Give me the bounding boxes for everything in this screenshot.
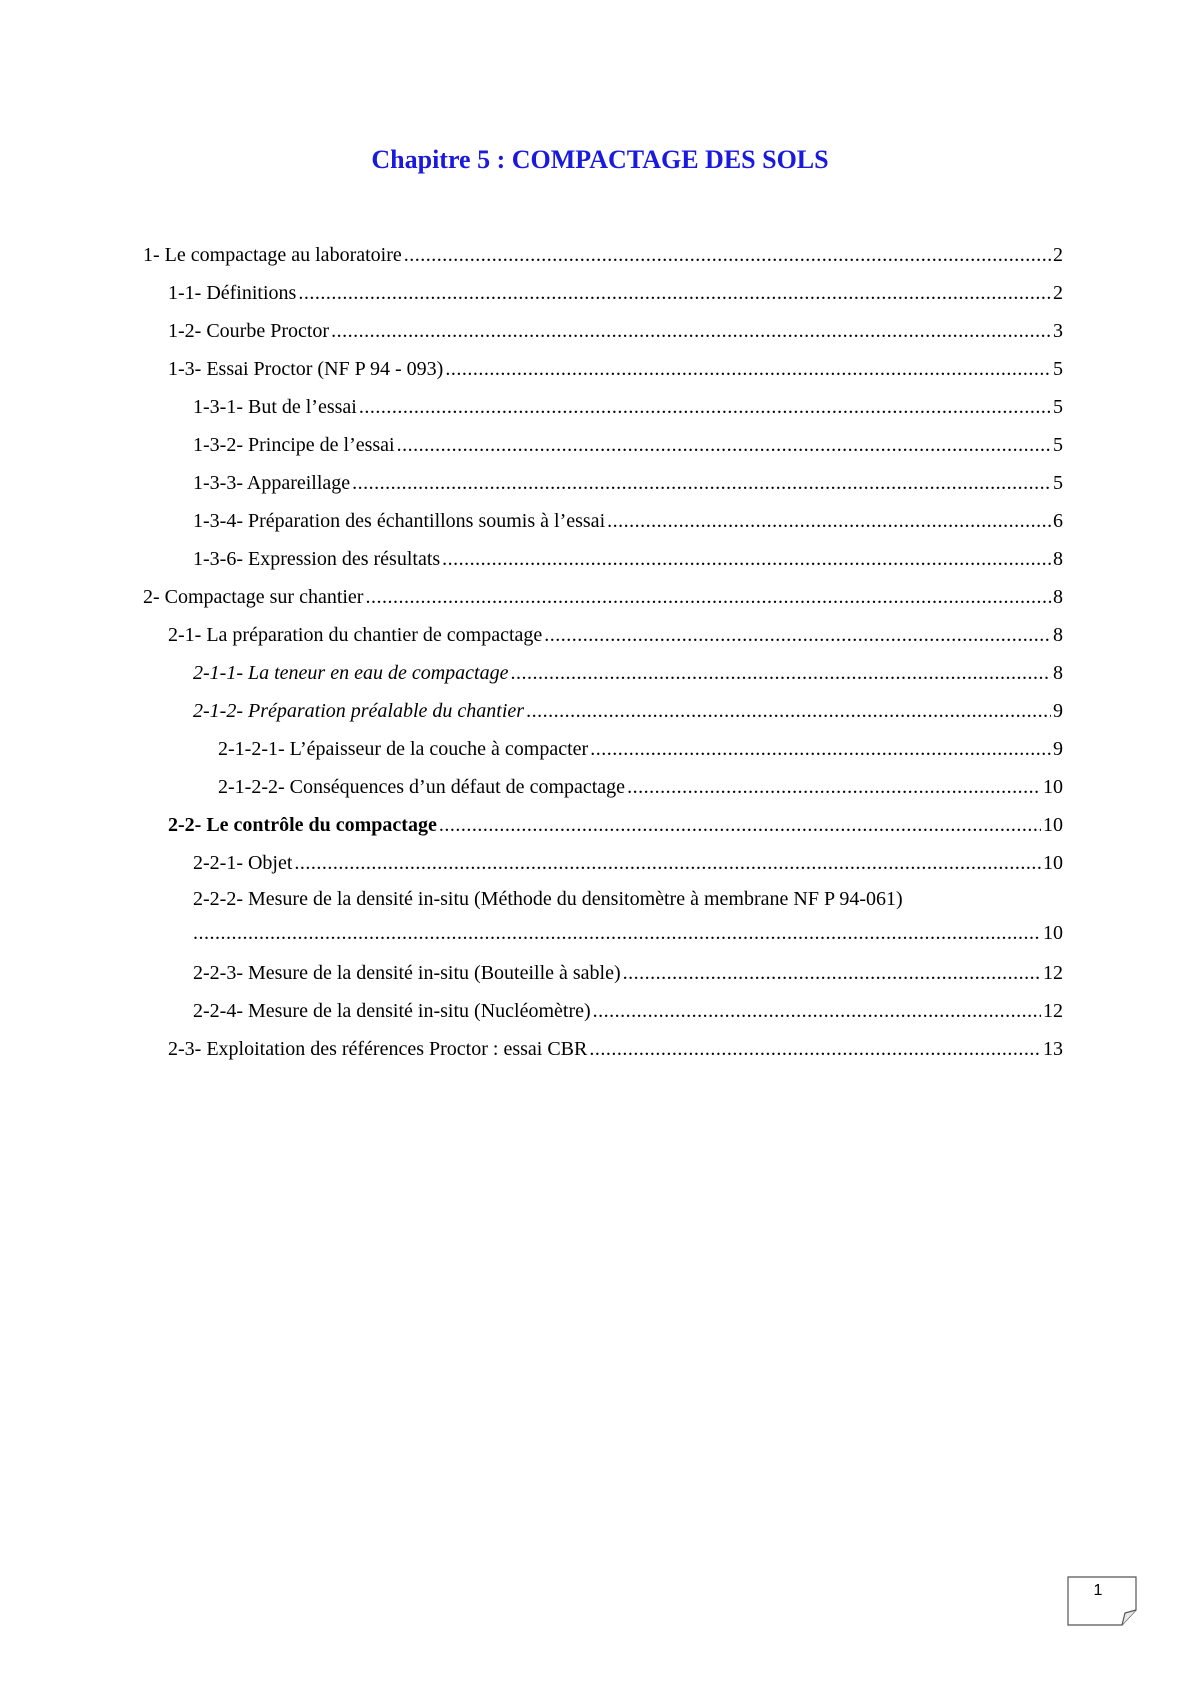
toc-entry-title: 1- Le compactage au laboratoire (143, 244, 402, 266)
toc-page-number: 8 (1053, 586, 1063, 608)
toc-dot-leader (623, 954, 1041, 992)
toc-entry-title: 2- Compactage sur chantier (143, 586, 364, 608)
toc-page-number: 10 (1043, 776, 1063, 798)
toc-dot-leader (397, 426, 1051, 464)
toc-page-number: 9 (1053, 738, 1063, 760)
toc-entry-title: 1-3-3- Appareillage (193, 472, 351, 494)
toc-page-number: 13 (1043, 1038, 1063, 1060)
toc-entry-title: 2-2-3- Mesure de la densité in-situ (Bouteille à sable) (193, 962, 621, 984)
toc-entry[interactable] (143, 692, 1063, 730)
toc-dot-leader (404, 236, 1051, 274)
toc-entry[interactable] (143, 312, 1063, 350)
toc-page-number: 8 (1053, 624, 1063, 646)
toc-entry-title: 2-2- Le contrôle du compactage (168, 814, 437, 836)
toc-page-number: 5 (1053, 472, 1063, 494)
toc-entry-title: 1-3-6- Expression des résultats (193, 548, 441, 570)
toc-page-number: 5 (1053, 396, 1063, 418)
toc-entry-title: 1-3-4- Préparation des échantillons soumis à l’essai (193, 510, 606, 532)
toc-dot-leader (331, 312, 1051, 350)
page-number-box (1067, 1576, 1139, 1626)
toc-entry[interactable] (143, 730, 1063, 768)
toc-entry-title: 2-2-2- Mesure de la densité in-situ (Méthode du densitomètre à membrane NF P 94-061) (193, 888, 903, 910)
toc-entry-title: 1-3-2- Principe de l’essai (193, 434, 395, 456)
toc-dot-leader (298, 274, 1051, 312)
table-of-contents (143, 236, 1063, 1068)
toc-page-number: 8 (1053, 548, 1063, 570)
toc-page-number: 10 (1043, 852, 1063, 874)
toc-dot-leader (627, 768, 1041, 806)
toc-dot-leader (439, 806, 1041, 844)
toc-dot-leader (607, 502, 1051, 540)
toc-page-number: 5 (1053, 434, 1063, 456)
toc-entry-title: 2-1- La préparation du chantier de compactage (168, 624, 543, 646)
toc-dot-leader (510, 654, 1051, 692)
toc-entry[interactable] (143, 768, 1063, 806)
toc-entry[interactable] (143, 274, 1063, 312)
toc-dot-leader (352, 464, 1051, 502)
toc-page-number: 12 (1043, 1000, 1063, 1022)
toc-page-number: 12 (1043, 962, 1063, 984)
toc-dot-leader (365, 578, 1051, 616)
toc-page-number: 3 (1053, 320, 1063, 342)
toc-entry[interactable] (143, 350, 1063, 388)
toc-dot-leader (544, 616, 1051, 654)
toc-page-number: 9 (1053, 700, 1063, 722)
toc-dot-leader (526, 692, 1051, 730)
toc-entry-title: 2-2-1- Objet (193, 852, 293, 874)
toc-entry[interactable] (143, 654, 1063, 692)
toc-entry-title: 1-3-1- But de l’essai (193, 396, 357, 418)
toc-dot-leader (359, 388, 1051, 426)
toc-entry[interactable] (143, 1030, 1063, 1068)
toc-entry[interactable] (143, 616, 1063, 654)
toc-entry[interactable] (143, 992, 1063, 1030)
toc-entry-title: 2-2-4- Mesure de la densité in-situ (Nucléomètre) (193, 1000, 591, 1022)
toc-page-number: 5 (1053, 358, 1063, 380)
toc-entry-title: 1-3- Essai Proctor (NF P 94 - 093) (168, 358, 444, 380)
toc-dot-leader (445, 350, 1051, 388)
toc-entry[interactable] (143, 502, 1063, 540)
page-title: Chapitre 5 : COMPACTAGE DES SOLS (371, 145, 829, 174)
toc-entry-title: 2-1-2-2- Conséquences d’un défaut de compactage (218, 776, 626, 798)
toc-entry[interactable] (143, 388, 1063, 426)
toc-entry-title: 2-1-2-1- L’épaisseur de la couche à compacter (218, 738, 589, 760)
toc-page-number: 2 (1053, 244, 1063, 266)
toc-entry[interactable] (143, 236, 1063, 274)
toc-entry[interactable] (143, 426, 1063, 464)
toc-entry-title: 2-1-1- La teneur en eau de compactage (193, 662, 509, 684)
toc-entry-title: 2-3- Exploitation des références Proctor : essai CBR (168, 1038, 588, 1060)
toc-entry[interactable] (143, 540, 1063, 578)
toc-entry[interactable] (143, 954, 1063, 992)
toc-page-number: 10 (1043, 922, 1063, 944)
toc-entry-title: 1-2- Courbe Proctor (168, 320, 330, 342)
toc-page-number: 8 (1053, 662, 1063, 684)
toc-entry[interactable] (143, 578, 1063, 616)
toc-entry[interactable] (143, 806, 1063, 844)
toc-page-number: 10 (1043, 814, 1063, 836)
toc-entry[interactable] (143, 464, 1063, 502)
toc-entry-title: 1-1- Définitions (168, 282, 297, 304)
toc-entry[interactable] (143, 882, 1063, 954)
toc-dot-leader (442, 540, 1051, 578)
toc-dot-leader (593, 992, 1041, 1030)
toc-page-number: 2 (1053, 282, 1063, 304)
toc-entry[interactable] (143, 844, 1063, 882)
page-number: 1 (1093, 1582, 1103, 1599)
toc-dot-leader (294, 844, 1041, 882)
toc-dot-leader (590, 730, 1051, 768)
toc-entry-title: 2-1-2- Préparation préalable du chantier (193, 700, 525, 722)
toc-dot-leader (589, 1030, 1041, 1068)
toc-page-number: 6 (1053, 510, 1063, 532)
toc-dot-leader (193, 916, 1041, 950)
